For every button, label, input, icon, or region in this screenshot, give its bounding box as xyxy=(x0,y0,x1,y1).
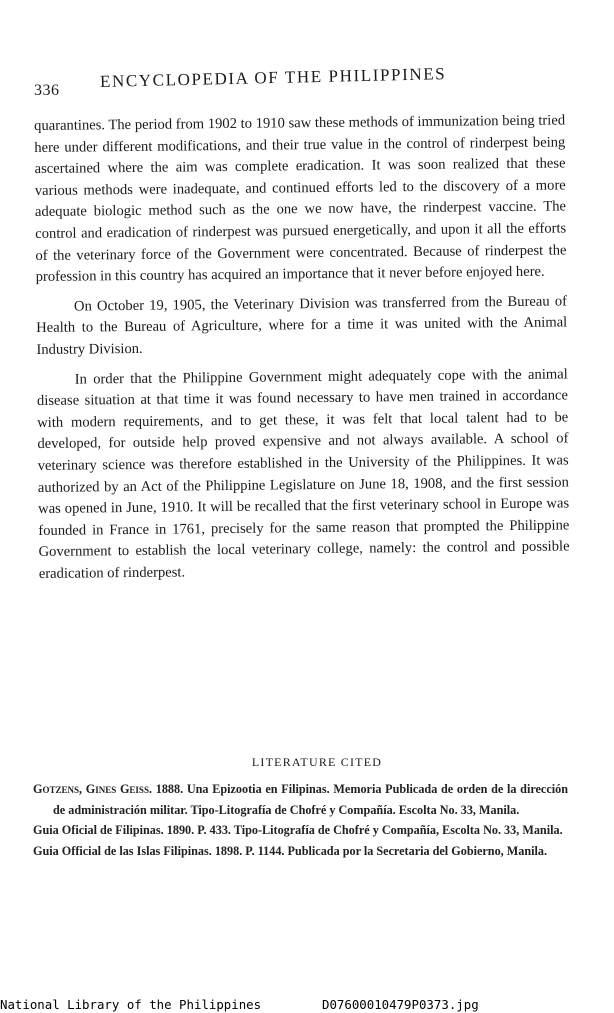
body-text xyxy=(34,110,570,593)
reference-text: 1898. P. 1144. Publicada por la Secretaria del Gobierno, Manila. xyxy=(214,843,548,858)
paragraph: On October 19, 1905, the Veterinary Division was transferred from the Bureau of Health to the Bureau of Agriculture, where for a time it was united with the Animal Industry Division. xyxy=(36,293,568,358)
paragraph: In order that the Philippine Government might adequately cope with the animal disease situation at that time it was found necessary to have men trained in accordance with modern requirements, and to get these, it was felt that local talent had to be developed, for outside help proved expensive and not always available. A school of veterinary science was therefore established in the University of the Philippines. It was authorized by an Act of the Philippine Legislature on June 18, 1908, and the first session was opened in June, 1910. It will be recalled that the first veterinary school in Europe was founded in France in 1761, precisely for the same reason that prompted the Philippine Government to establish the local veterinary college, namely: the control and possible eradication of rinderpest. xyxy=(36,365,570,582)
reference-author: Guia Oficial de Filipinas. xyxy=(33,823,164,837)
reference-author: Gotzens, Gines Geiss. xyxy=(33,782,152,796)
library-credit: National Library of the Philippines xyxy=(0,997,262,1012)
reference-text: 1890. P. 433. Tipo-Litografía de Chofré y Compañía, Escolta No. 33, Manila. xyxy=(166,823,563,837)
page-header xyxy=(34,64,574,99)
page-number: 336 xyxy=(34,82,60,99)
scan-footer xyxy=(0,997,614,1013)
literature-heading: LITERATURE CITED xyxy=(251,755,383,769)
reference-item xyxy=(33,779,568,820)
paragraph: quarantines. The period from 1902 to 1910 saw these methods of immunization being tried here under different modifications, and their true value in the control of rinderpest being ascertained where the aim was complete eradication. It was soon realized that these various methods were inadequate, and continued efforts led to the discovery of a more adequate biologic method such as the one we now have, the rinderpest vaccine. The control and eradication of rinderpest was pursued energetically, and upon it all the efforts of the veterinary force of the Government were concentrated. Because of rinderpest the profession in this country has acquired an importance that it never before enjoyed here. xyxy=(34,112,567,286)
reference-item xyxy=(33,841,568,862)
image-filename: D07600010479P0373.jpg xyxy=(322,997,479,1012)
running-title: ENCYCLOPEDIA OF THE PHILIPPINES xyxy=(99,64,447,91)
reference-author: Guia Official de las Islas Filipinas. xyxy=(33,843,212,858)
references-list xyxy=(33,779,568,861)
reference-text: 1888. Una Epizootia en Filipinas. Memoria Publicada de orden de la dirección de administración militar. Tipo-Litografía de Chofré y Compañía. Escolta No. 33, Manila. xyxy=(53,782,569,817)
reference-item xyxy=(33,820,568,841)
